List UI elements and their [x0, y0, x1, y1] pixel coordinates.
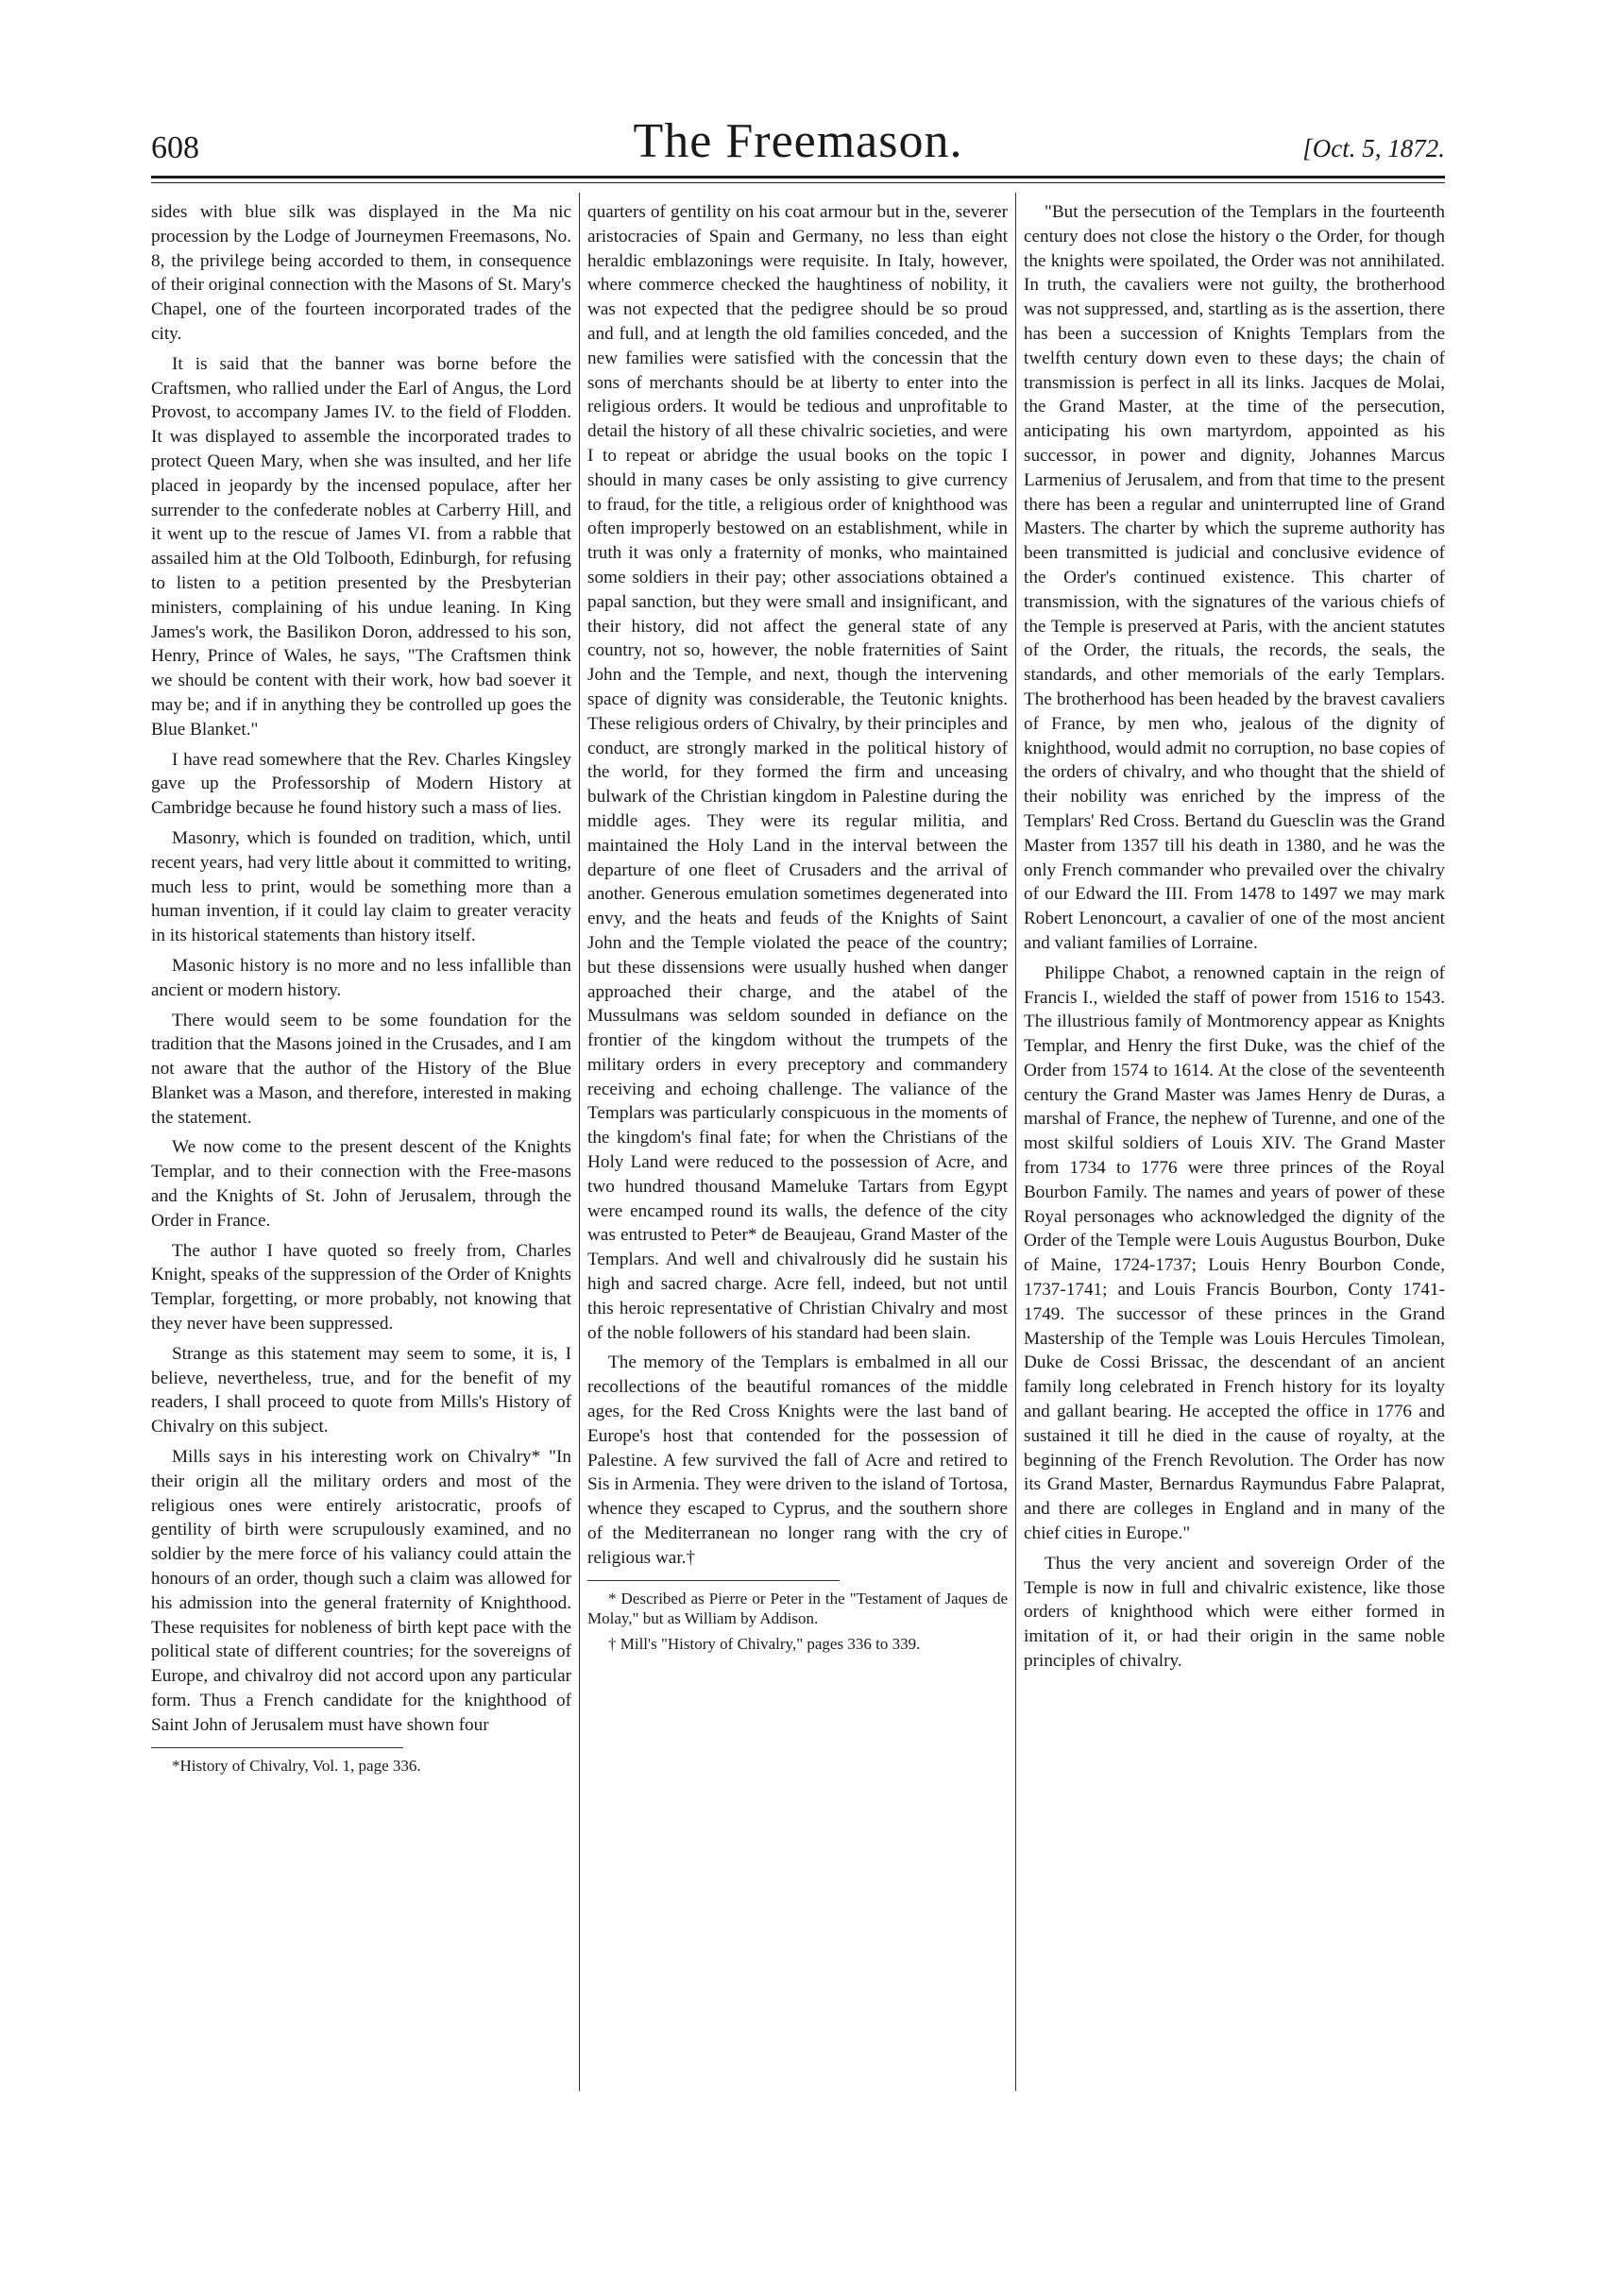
footnote-rule — [587, 1580, 840, 1581]
header-rule-thick — [151, 176, 1445, 179]
paragraph: quarters of gentility on his coat armour but in the, severer aristocracies of Spain and Germany, no less than eight heraldic emblazonings were requisite. In Italy, however, where commerce checked the haughtiness of nobility, it was not expected that the pedigree should be so proud and full, and at length the old families conceded, and the new families were satisfied with the concessin that the sons of merchants should be at liberty to enter into the religious orders. It would be tedious and unprofitable to detail the history of all these chivalric societies, and were I to repeat or abridge the usual books on the topic I should in many cases be only assisting to give currency to fraud, for the title, a religious order of knighthood was often improperly bestowed on an establishment, while in truth it was only a fraternity of monks, who maintained some soldiers in their pay; other associations obtained a papal sanction, but they were small and insignificant, and their history, did not affect the general state of any country, not so, however, the noble fraternities of Saint John and the Temple, and next, though the intervening space of dignity was considerable, the Teutonic knights. These religious orders of Chivalry, by their principles and conduct, are strongly marked in the political history of the world, for they formed the firm and unceasing bulwark of the Christian kingdom in Palestine during the middle ages. They were its regular militia, and maintained the Holy Land in the interval between the departure of one fleet of Crusaders and the arrival of another. Generous emulation sometimes degenerated into envy, and the heats and feuds of the Knights of Saint John and the Temple violated the peace of the country; but these dissensions were usually hushed when danger approached their charge, and the atabel of the Mussulmans was seldom sounded in defiance on the frontier of the kingdom without the trumpets of the military orders in every preceptory and commandery receiving and echoing challenge. The valiance of the Templars was particularly conspicuous in the moments of the kingdom's final fate; for when the Christians of the Holy Land were reduced to the possession of Acre, and two hundred thousand Mameluke Tartars from Egypt were encamped round its walls, the defence of the city was entrusted to Peter* de Beaujeau, Grand Master of the Templars. And well and chivalrously did he sustain his high and sacred charge. Acre fell, indeed, but not until this heroic representative of Christian Chivalry and most of the noble followers of his standard had been slain. — [587, 202, 1008, 1343]
paragraph: There would seem to be some foundation for the tradition that the Masons joined in the Crusades, and I am not aware that the author of the History of the Blue Blanket was a Mason, and therefore, interested in making the statement. — [151, 1010, 571, 1128]
paragraph: I have read somewhere that the Rev. Charles Kingsley gave up the Professorship of Modern History at Cambridge because he found history such a mass of lies. — [151, 749, 571, 819]
paragraph: It is said that the banner was borne before the Craftsmen, who rallied under the Earl of Angus, the Lord Provost, to accompany James IV. to the field of Flodden. It was displayed to assemble the incorporated trades to protect Queen Mary, when she was insulted, and her life placed in jeopardy by the incensed populace, after her surrender to the confederate nobles at Carberry Hill, and it went up to the rescue of James VI. from a rabble that assailed him at the Old Tolbooth, Edinburgh, for refusing to listen to a petition presented by the Presbyterian ministers, complaining of his undue leaning. In King James's work, the Basilikon Doron, addressed to his son, Henry, Prince of Wales, he says, "The Craftsmen think we should be content with their work, how bad soever it may be; and if in anything they be controlled up goes the Blue Blanket." — [151, 353, 571, 740]
paragraph: We now come to the present descent of the Knights Templar, and to their connection with the Free-masons and the Knights of St. John of Jerusalem, through the Order in France. — [151, 1137, 571, 1231]
paragraph: sides with blue silk was displayed in the Ma nic procession by the Lodge of Journeymen Freemasons, No. 8, the privilege being accorded to them, in consequence of their original connection with the Masons of St. Mary's Chapel, one of the fourteen incorporated trades of the city. — [151, 202, 571, 344]
paragraph: Philippe Chabot, a renowned captain in the reign of Francis I., wielded the staff of power from 1516 to 1543. The illustrious family of Montmorency appear as Knights Templar, and Henry the first Duke, was the chief of the Order from 1574 to 1614. At the close of the seventeenth century the Grand Master was James Henry de Duras, a marshal of France, the nephew of Turenne, and one of the most skilful soldiers of Louis XIV. The Grand Master from 1734 to 1776 were three princes of the Royal Bourbon Family. The names and years of power of these Royal personages who acknowledged the dignity of the Order of the Temple were Louis Augustus Bourbon, Duke of Maine, 1724-1737; Louis Henry Bourbon Conde, 1737-1741; and Louis Francis Bourbon, Conty 1741-1749. The successor of these princes in the Grand Mastership of the Temple was Louis Hercules Timolean, Duke de Cossi Brissac, the descendant of an ancient family long celebrated in French history for its loyalty and gallant bearing. He accepted the office in 1776 and sustained it till he died in the cause of royalty, at the beginning of the French Revolution. The Order has now its Grand Master, Bernardus Raymundus Fabre Palaprat, and there are colleges in England and in many of the chief cities in Europe." — [1024, 962, 1445, 1544]
paragraph: Thus the very ancient and sovereign Order of the Temple is now in full and chivalric existence, like those orders of knighthood which were either formed in imitation of it, or had their origin in the same noble principles of chivalry. — [1024, 1553, 1445, 1672]
paragraph: Strange as this statement may seem to some, it is, I believe, nevertheless, true, and for the benefit of my readers, I shall proceed to quote from Mills's History of Chivalry on this subject. — [151, 1343, 571, 1437]
page-header — [151, 111, 1445, 170]
footnote: *History of Chivalry, Vol. 1, page 336. — [172, 1756, 421, 1775]
paragraph: Mills says in his interesting work on Chivalry* "In their origin all the military orders and most of the religious ones were entirely aristocratic, proofs of gentility of birth were scrupulously examined, and no soldier by the mere force of his valiancy could attain the honours of an order, though such a claim was allowed for his admission into the general fraternity of Knighthood. These requisites for nobleness of birth kept pace with the political state of different countries; for the sovereigns of Europe, and chivalroy did not accord upon any particular form. Thus a French candidate for the knighthood of Saint John of Jerusalem must have shown four — [151, 1447, 571, 1735]
header-rule-thin — [151, 182, 1445, 183]
issue-date: [Oct. 5, 1872. — [1302, 134, 1445, 162]
page-number: 608 — [151, 130, 199, 165]
paragraph: Masonic history is no more and no less infallible than ancient or modern history. — [151, 955, 571, 1000]
footnote-rule — [151, 1747, 403, 1748]
masthead-title: The Freemason. — [633, 114, 963, 168]
paragraph: The author I have quoted so freely from, Charles Knight, speaks of the suppression of the Order of Knights Templar, forgetting, or more probably, not knowing that they never have been suppressed. — [151, 1240, 571, 1335]
paragraph: Masonry, which is founded on tradition, which, until recent years, had very little about it committed to writing, much less to print, would be something more than a human invention, if it could lay claim to greater veracity in its historical statements than history itself. — [151, 827, 571, 946]
footnote: † Mill's "History of Chivalry," pages 336 to 339. — [608, 1634, 921, 1653]
article-column-2 — [587, 200, 1008, 1659]
paragraph: The memory of the Templars is embalmed in all our recollections of the beautiful romances of the middle ages, for the Red Cross Knights were the last band of Europe's host that contended for the possession of Palestine. A few survived the fall of Acre and retired to Sis in Armenia. They were driven to the island of Tortosa, whence they escaped to Cyprus, and the southern shore of the Mediterranean no longer rang with the cry of religious war.† — [587, 1352, 1008, 1568]
footnote: * Described as Pierre or Peter in the "Testament of Jaques de Molay," but as William by Addison. — [587, 1589, 1008, 1627]
article-column-1 — [151, 200, 571, 1781]
paragraph: "But the persecution of the Templars in the fourteenth century does not close the history o the Order, for though the knights were spoilated, the Order was not annihilated. In truth, the cavaliers were not guilty, the brotherhood was not suppressed, and, startling as is the assertion, there has been a succession of Knights Templars from the twelfth century down even to these days; the chain of transmission is perfect in all its links. Jacques de Molai, the Grand Master, at the time of the persecution, anticipating his own martyrdom, appointed as his successor, in power and dignity, Johannes Marcus Larmenius of Jerusalem, and from that time to the present there has been a regular and uninterrupted line of Grand Masters. The charter by which the supreme authority has been transmitted is judicial and conclusive evidence of the Order's continued existence. This charter of transmission, with the signatures of the various chiefs of the Temple is preserved at Paris, with the ancient statutes of the Order, the rituals, the records, the seals, the standards, and other memorials of the early Templars. The brotherhood has been headed by the bravest cavaliers of France, by men who, jealous of the dignity of knighthood, would admit no corruption, no base copies of the orders of chivalry, and who thought that the shield of their nobility was enriched by the impress of the Templars' Red Cross. Bertand du Guesclin was the Grand Master from 1357 till his death in 1380, and he was the only French commander who prevailed over the chivalry of our Edward the III. From 1478 to 1497 we may mark Robert Lenoncourt, a cavalier of one of the most ancient and valiant families of Lorraine. — [1024, 202, 1445, 953]
column-divider — [1015, 193, 1016, 2091]
article-column-3 — [1024, 200, 1445, 1679]
column-divider — [579, 193, 580, 2091]
